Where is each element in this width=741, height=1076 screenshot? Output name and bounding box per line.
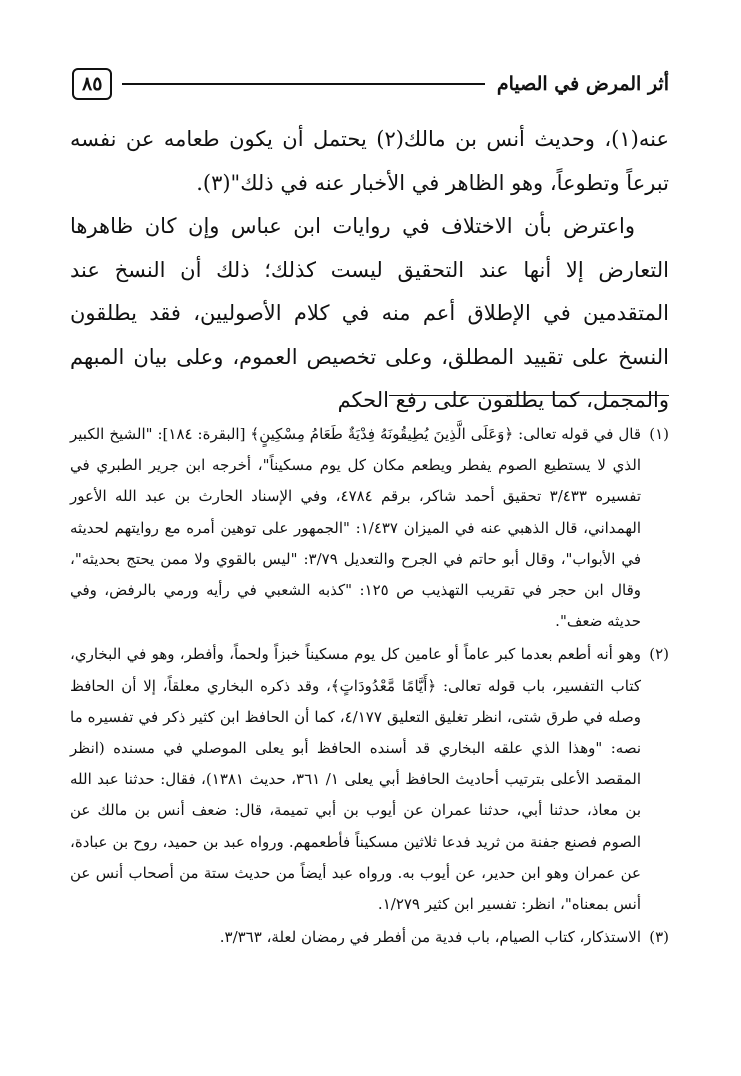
footnote	[70, 639, 669, 920]
footnote-text: وهو أنه أطعم بعدما كبر عاماً أو عامين كل يوم مسكيناً خبزاً ولحماً، وأفطر، وهو في البخاري، كتاب التفسير، باب قوله تعالى: ﴿أَيَّامًا مَّعْدُودَاتٍ﴾، وقد ذكره البخاري معلقاً، إلا أن الحافظ وصله في طرق شتى، انظر تغليق التعليق ٤/١٧٧، كما أن الحافظ ابن كثير ذكر في تفسيره ما نصه: "وهذا الذي علقه البخاري قد أسنده الحافظ أبو يعلى الموصلي في مسنده (انظر المقصد الأعلى بترتيب أحاديث الحافظ أبي يعلى ١/ ٣٦١، حديث ١٣٨١)، فقال: حدثنا عبد الله بن معاذ، حدثنا أبي، حدثنا عمران عن أيوب بن أبي تميمة، قال: ضعف أنس بن مالك عن الصوم فصنع جفنة من ثريد فدعا ثلاثين مسكيناً فأطعمهم. ورواه عبد بن حميد، روح بن عبادة، عن عمران وهو ابن حدير، عن أيوب به. ورواه عبد أيضاً من حديث ستة من أصحاب أنس عن أنس بمعناه"، انظر: تفسير ابن كثير ١/٢٧٩.	[70, 645, 642, 914]
footnote-text: قال في قوله تعالى: ﴿وَعَلَى الَّذِينَ يُطِيقُونَهُ فِدْيَةٌ طَعَامُ مِسْكِينٍ﴾ [البقرة: ١٨٤]: "الشيخ الكبير الذي لا يستطيع الصوم يفطر ويطعم مكان كل يوم مسكيناً"، أخرجه ابن جرير الطبري في تفسيره ٣/٤٣٣ تحقيق أحمد شاكر، برقم ٤٧٨٤، وفي الإسناد الحارث بن عبد الله الأعور الهمداني، قال الذهبي عنه في الميزان ١/٤٣٧: "الجمهور على توهين أمره مع روايتهم لحديثه في الأبواب"، وقال أبو حاتم في الجرح والتعديل ٣/٧٩: "ليس بالقوي ولا ممن يحتج بحديثه"، وقال ابن حجر في تقريب التهذيب ص ١٢٥: "كذبه الشعبي في رأيه ورمي بالرفض، وفي حديثه ضعف".	[70, 425, 642, 631]
footnote	[70, 419, 669, 637]
running-title: أثر المرض في الصيام	[496, 73, 669, 95]
page-header	[72, 66, 669, 102]
footnote-number: (١)	[649, 425, 669, 443]
footnote-number: (٢)	[649, 645, 669, 664]
footnote	[70, 922, 669, 953]
footnotes	[70, 419, 669, 955]
header-rule	[122, 83, 484, 85]
footnote-number: (٣)	[649, 928, 669, 947]
main-paragraph: عنه(١)، وحديث أنس بن مالك(٢) يحتمل أن يكون طعامه عن نفسه تبرعاً وتطوعاً، وهو الظاهر في الأخبار عنه في ذلك"(٣).	[70, 127, 669, 195]
footnote-text: الاستذكار، كتاب الصيام، باب فدية من أفطر في رمضان لعلة، ٣/٣٦٣.	[219, 928, 641, 947]
main-text	[70, 118, 669, 423]
main-paragraph: واعترض بأن الاختلاف في روايات ابن عباس وإن كان ظاهرها التعارض إلا أنها عند التحقيق ليست كذلك؛ ذلك أن النسخ عند المتقدمين في الإطلاق أعم منه في كلام الأصوليين، فقد يطلقون النسخ على تقييد المطلق، وعلى تخصيص العموم، وعلى بيان المبهم والمجمل، كما يطلقون على رفع الحكم	[70, 214, 669, 412]
footnote-separator	[389, 395, 669, 396]
page-number: ٨٥	[72, 68, 112, 100]
